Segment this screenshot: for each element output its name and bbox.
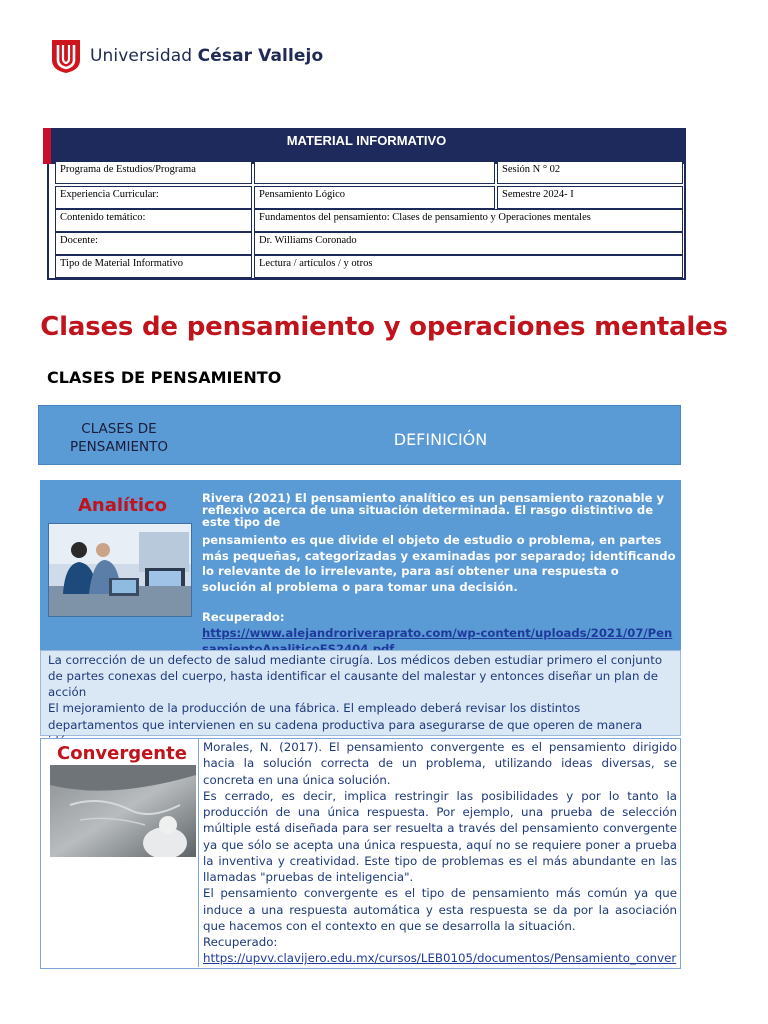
info-cell-program-label: Programa de Estudios/Programa bbox=[55, 161, 252, 184]
convergent-image bbox=[50, 765, 196, 857]
info-table-header: MATERIAL INFORMATIVO bbox=[49, 130, 684, 164]
page-title: Clases de pensamiento y operaciones mentales bbox=[40, 312, 728, 342]
convergent-source-link[interactable]: https://upvv.clavijero.edu.mx/cursos/LEB0105/documentos/Pensamiento_conver bbox=[203, 951, 677, 966]
info-cell-semester: Semestre 2024- I bbox=[497, 186, 683, 209]
university-logo bbox=[50, 36, 323, 76]
info-cell-content-label: Contenido temático: bbox=[55, 209, 252, 232]
info-cell-program-value bbox=[254, 161, 495, 184]
university-name: Universidad César Vallejo bbox=[90, 46, 324, 66]
convergent-p1: Morales, N. (2017). El pensamiento convergente es el pensamiento dirigido hacia la solución correcta de un problema, utilizando ideas diversas, se concreta en una única solución. bbox=[203, 740, 677, 787]
classes-table-header bbox=[38, 405, 681, 465]
info-cell-content-value: Fundamentos del pensamiento: Clases de pensamiento y Operaciones mentales bbox=[254, 209, 683, 232]
convergent-row bbox=[40, 738, 681, 969]
header-definition: DEFINICIÓN bbox=[393, 430, 488, 449]
convergent-recovered-label: Recuperado: bbox=[203, 935, 278, 950]
info-cell-teacher-value: Dr. Williams Coronado bbox=[254, 232, 683, 255]
convergent-p2: Es cerrado, es decir, implica restringir las posibilidades y por lo tanto la producción de una única respuesta. Por ejemplo, una prueba de selección múltiple está diseñada para ser resuelta a través del pensamiento convergente ya que sólo se acepta una única respuesta, aquí no se requiere poner a prueba la inventiva y creatividad. Este tipo de problemas es el más abundante en las llamadas "pruebas de inteligencia". bbox=[203, 788, 677, 885]
info-cell-type-value: Lectura / artículos / y otros bbox=[254, 255, 683, 278]
convergent-cell bbox=[41, 739, 199, 967]
info-cell-course-value: Pensamiento Lógico bbox=[254, 186, 495, 209]
analytic-body: pensamiento es que divide el objeto de estudio o problema, en partes más pequeñas, categorizadas y examinadas por separado; identificando lo relevante de lo irrelevante, para así obtener una respuesta o solución al problema o para tomar una decisión. bbox=[202, 532, 676, 595]
analytic-label: Analítico bbox=[78, 495, 168, 516]
section-title: CLASES DE PENSAMIENTO bbox=[47, 368, 282, 387]
analytic-example-2: El mejoramiento de la producción de una fábrica. El empleado deberá revisar los distintos departamentos que intervienen en su cadena productiva para asegurarse de que operen de manera bbox=[48, 701, 643, 732]
analytic-example-1: La corrección de un defecto de salud mediante cirugía. Los médicos deben estudiar primero el conjunto de partes conexas del cuerpo, hasta identificar el causante del malestar y entonces diseñar un plan de acción bbox=[48, 653, 663, 700]
info-cell-type-label: Tipo de Material Informativo bbox=[55, 255, 252, 278]
convergent-label: Convergente bbox=[57, 743, 187, 764]
analytic-intro: Rivera (2021) El pensamiento analítico es un pensamiento razonable y reflexivo acerca de una situación determinada. El rasgo distintivo de este tipo de bbox=[202, 491, 665, 530]
convergent-p3: El pensamiento convergente es el tipo de pensamiento más común ya que induce a una respuesta automática y esta respuesta se da por la asociación que hacemos con el contexto en que se desarrolla la situación. bbox=[203, 886, 677, 933]
analytic-row bbox=[40, 480, 681, 650]
analytic-definition bbox=[202, 492, 676, 658]
convergent-definition bbox=[203, 739, 677, 967]
info-cell-teacher-label: Docente: bbox=[55, 232, 252, 255]
info-cell-session: Sesión N ° 02 bbox=[497, 161, 683, 184]
analytic-examples bbox=[40, 650, 681, 736]
info-table-accent bbox=[43, 128, 51, 164]
info-table bbox=[43, 128, 686, 280]
university-shield-icon bbox=[50, 38, 82, 74]
info-cell-course-label: Experiencia Curricular: bbox=[55, 186, 252, 209]
analytic-image bbox=[48, 523, 192, 617]
analytic-source-link[interactable]: https://www.alejandroriveraprato.com/wp-content/uploads/2021/07/Pen bbox=[202, 626, 673, 641]
header-classes: CLASES DE PENSAMIENTO bbox=[70, 421, 168, 456]
analytic-recovered-label: Recuperado: bbox=[202, 610, 285, 625]
